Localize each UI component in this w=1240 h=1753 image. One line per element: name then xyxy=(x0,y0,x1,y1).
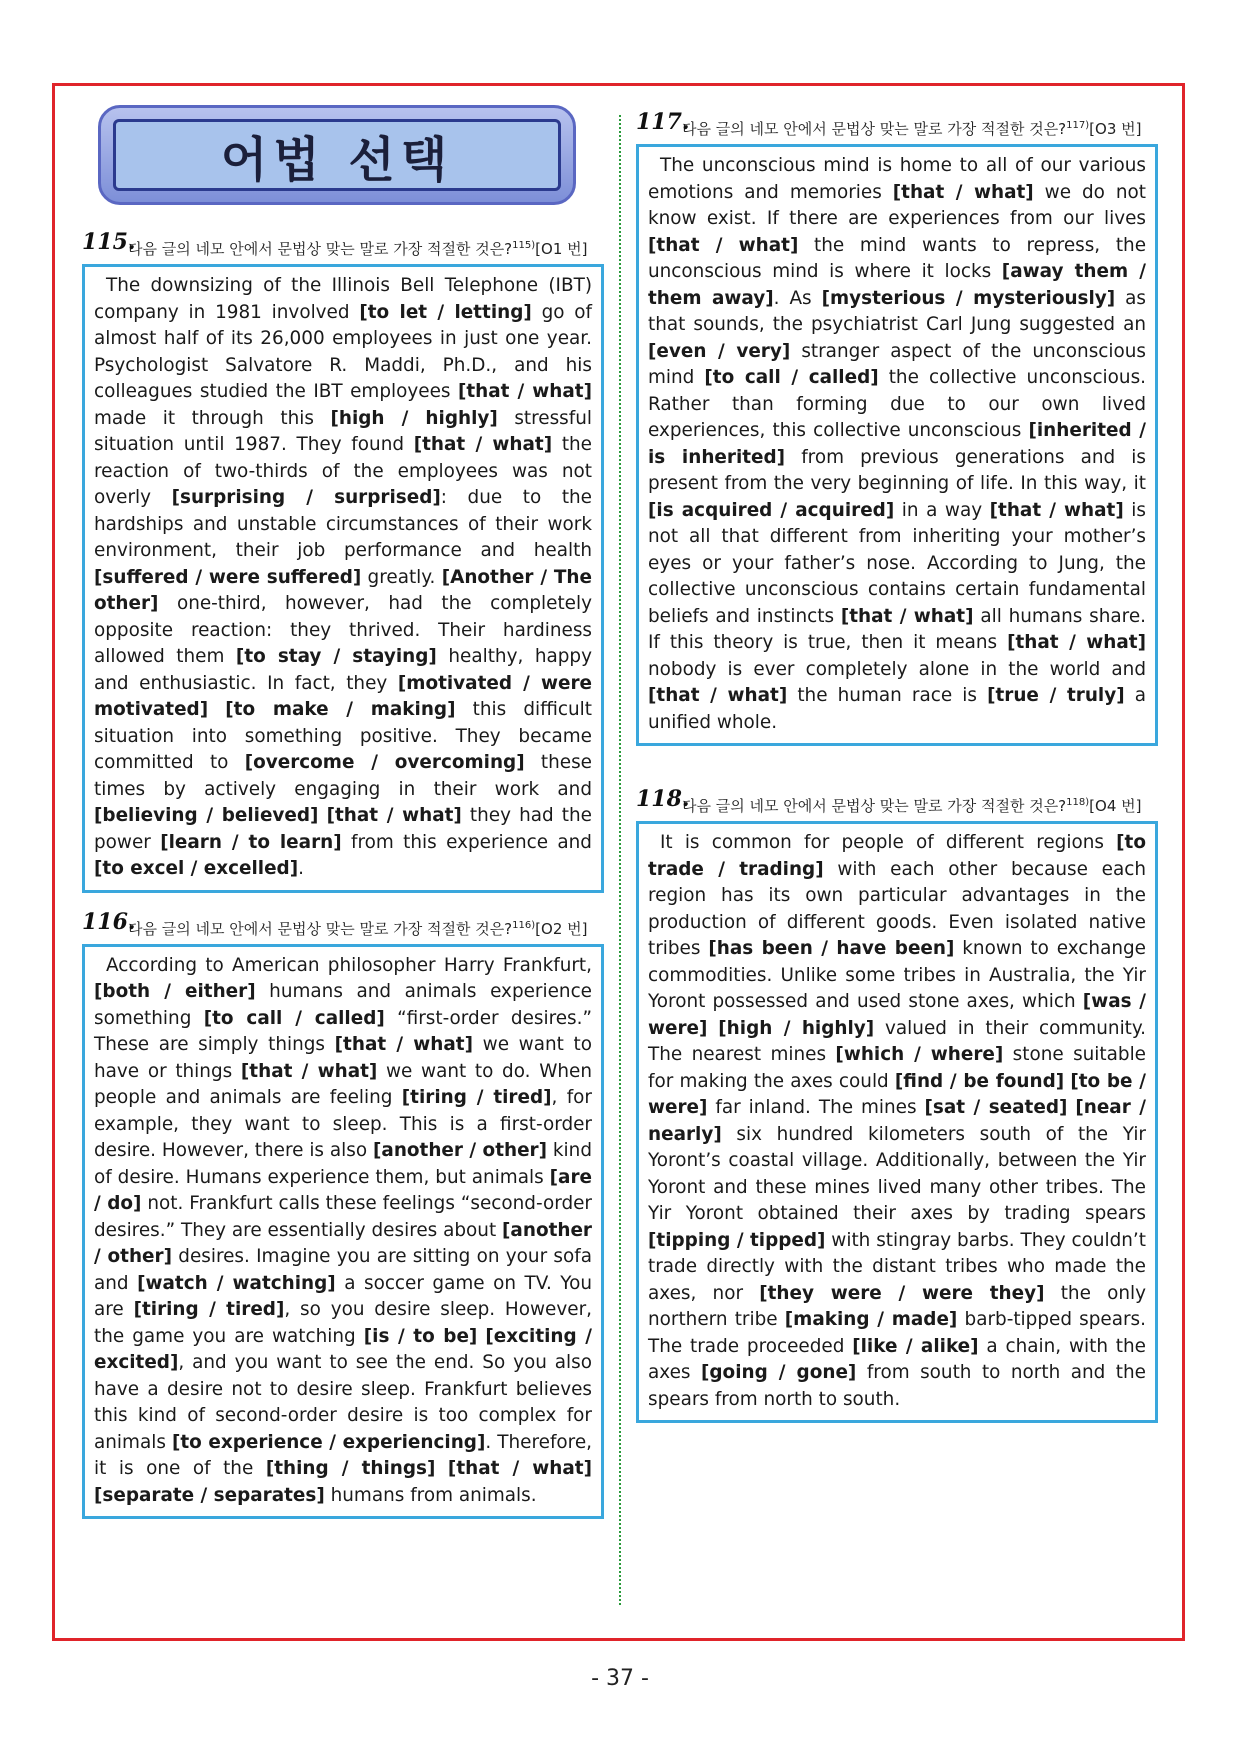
grammar-choice: [motivated / were motivated] xyxy=(94,672,592,720)
passage-box xyxy=(82,944,604,1520)
grammar-choice: [mysterious / mysteriously] xyxy=(821,287,1116,309)
left-column xyxy=(82,105,604,1519)
grammar-choice: [to excel / excelled] xyxy=(94,858,299,879)
question-code: [O2 번] xyxy=(535,919,588,938)
grammar-choice: [to make / making] xyxy=(225,699,456,720)
question-ref: 117) xyxy=(1066,120,1090,131)
question-ref: 118) xyxy=(1066,797,1090,808)
grammar-choice: [making / made] xyxy=(784,1309,958,1330)
grammar-choice: [tipping / tipped] xyxy=(648,1229,826,1251)
question-number: 116. xyxy=(82,908,136,935)
right-column xyxy=(636,109,1158,1423)
grammar-choice: [to let / letting] xyxy=(359,301,532,323)
grammar-choice: [tiring / tired] xyxy=(401,1087,552,1108)
grammar-choice: [to be / were] xyxy=(648,1070,1146,1118)
question-ref: 115) xyxy=(512,240,536,251)
grammar-choice: [thing / things] xyxy=(265,1458,436,1479)
grammar-choice: [high / highly] xyxy=(718,1017,875,1039)
grammar-choice: [near / nearly] xyxy=(648,1097,1146,1145)
question-header xyxy=(82,908,604,940)
grammar-choice: [suffered / were suffered] xyxy=(94,566,362,588)
grammar-choice: [away them / them away] xyxy=(648,261,1146,309)
grammar-choice: [that / what] xyxy=(648,234,799,256)
question-prompt: 다음 글의 네모 안에서 문법상 맞는 말로 가장 적절한 것은? xyxy=(682,797,1067,815)
grammar-choice: [another / other] xyxy=(94,1219,592,1267)
question-prompt: 다음 글의 네모 안에서 문법상 맞는 말로 가장 적절한 것은? xyxy=(128,919,513,938)
grammar-choice: [to trade / trading] xyxy=(648,832,1146,880)
grammar-choice: [learn / to learn] xyxy=(160,831,342,853)
grammar-choice: [true / truly] xyxy=(987,685,1125,706)
grammar-choice: [that / what] xyxy=(334,1034,473,1055)
grammar-choice: [that / what] xyxy=(648,685,788,706)
grammar-choice: [even / very] xyxy=(648,340,791,362)
grammar-choice: [which / where] xyxy=(835,1044,1004,1065)
column-divider xyxy=(619,115,621,1605)
section-title-inner xyxy=(113,119,561,191)
passage-box xyxy=(636,144,1158,746)
grammar-choice: [has been / have been] xyxy=(708,938,955,959)
grammar-choice: [like / alike] xyxy=(852,1335,979,1357)
passage-text: The unconscious mind is home to all of our various emotions and memories [that / what] we do not know exist. If there are experiences from our lives [that / what] the mind wants to repress, the unconscious mind is where it locks [away them / them away]. As [mysterious / mysteriously] as that sounds, the psychiatrist Carl Jung suggested an [even / very] stranger aspect of the unconscious mind [to call / called] the collective unconscious. Rather than forming due to our own lived experiences, this collective unconscious [inherited / is inherited] from previous generations and is present from the very beginning of life. In this way, it [is acquired / acquired] in a way [that / what] is not all that different from inheriting your mother’s eyes or your father’s nose. According to Jung, the collective unconscious contains certain fundamental beliefs and instincts [that / what] all humans share. If this theory is true, then it means [that / what] nobody is ever completely alone in the world and [that / what] the human race is [true / truly] a unified whole. xyxy=(648,155,1147,733)
grammar-choice: [both / either] xyxy=(94,981,256,1002)
grammar-choice: [to experience / experiencing] xyxy=(171,1431,486,1453)
grammar-choice: [are / do] xyxy=(94,1166,592,1214)
grammar-choice: [that / what] xyxy=(413,434,553,455)
question-code: [O4 번] xyxy=(1089,797,1142,815)
grammar-choice: [high / highly] xyxy=(330,407,498,429)
question-117 xyxy=(636,109,1158,746)
page-number: - 37 - xyxy=(591,1666,649,1691)
question-number: 118. xyxy=(636,786,690,812)
question-code: [O1 번] xyxy=(535,240,588,258)
grammar-choice: [they were / were they] xyxy=(759,1282,1045,1304)
grammar-choice: [inherited / is inherited] xyxy=(648,420,1146,468)
grammar-choice: [exciting / excited] xyxy=(94,1325,592,1373)
question-116 xyxy=(82,908,604,1520)
grammar-choice: [believing / believed] xyxy=(94,805,319,826)
grammar-choice: [find / be found] xyxy=(894,1070,1065,1092)
grammar-choice: [overcome / overcoming] xyxy=(244,752,525,773)
question-code: [O3 번] xyxy=(1089,120,1142,138)
question-number: 115. xyxy=(82,229,136,255)
grammar-choice: [that / what] xyxy=(892,181,1034,203)
grammar-choice: [is acquired / acquired] xyxy=(648,499,895,521)
section-title: 어법 선택 xyxy=(220,131,454,188)
question-number: 117. xyxy=(636,109,690,135)
question-header xyxy=(82,229,604,260)
question-118 xyxy=(636,786,1158,1423)
grammar-choice: [that / what] xyxy=(240,1060,378,1082)
grammar-choice: [that / what] xyxy=(326,805,462,826)
passage-text: The downsizing of the Illinois Bell Telephone (IBT) company in 1981 involved [to let / letting] go of almost half of its 26,000 employees in just one year. Psychologist Salvatore R. Maddi, Ph.D., and his colleagues studied the IBT employees [that / what] made it through this [high / highly] stressful situation until 1987. They found [that / what] the reaction of two-thirds of the employees was not overly [surprising / surprised]: due to the hardships and unstable circumstances of their work environment, their job performance and health [suffered / were suffered] greatly. [Another / The other] one-third, however, had the completely opposite reaction: they thrived. Their hardiness allowed them [to stay / staying] healthy, happy and enthusiastic. In fact, they [motivated / were motivated] [to make / making] this difficult situation into something positive. They became committed to [overcome / overcoming] these times by actively engaging in their work and [believing / believed] [that / what] they had the power [learn / to learn] from this experience and [to excel / excelled]. xyxy=(94,275,593,879)
grammar-choice: [to call / called] xyxy=(704,367,879,388)
grammar-choice: [that / what] xyxy=(447,1458,593,1479)
grammar-choice: [tiring / tired] xyxy=(133,1299,285,1320)
passage-text: It is common for people of different regions [to trade / trading] with each other because each region has its own particular advantages in the production of different goods. Even isolated native tribes [has been / have been] known to exchange commodities. Unlike some tribes in Australia, the Yir Yoront possessed and used stone axes, which [was / were] [high / highly] valued in their community. The nearest mines [which / where] stone suitable for making the axes could [find / be found] [to be / were] far inland. The mines [sat / seated] [near / nearly] six hundred kilometers south of the Yir Yoront’s coastal village. Additionally, between the Yir Yoront and these mines lived many other tribes. The Yir Yoront obtained their axes by trading spears [tipping / tipped] with stingray barbs. They couldn’t trade directly with the distant tribes who made the axes, nor [they were / were they] the only northern tribe [making / made] barb-tipped spears. The trade proceeded [like / alike] a chain, with the axes [going / gone] from south to north and the spears from north to south. xyxy=(648,832,1146,1410)
grammar-choice: [to stay / staying] xyxy=(235,646,437,667)
question-ref: 116) xyxy=(512,919,536,931)
question-header xyxy=(636,109,1158,140)
question-header xyxy=(636,786,1158,817)
question-prompt: 다음 글의 네모 안에서 문법상 맞는 말로 가장 적절한 것은? xyxy=(128,240,513,258)
grammar-choice: [that / what] xyxy=(1007,632,1146,653)
grammar-choice: [was / were] xyxy=(648,991,1146,1039)
passage-box xyxy=(82,264,604,893)
grammar-choice: [separate / separates] xyxy=(94,1484,325,1506)
section-title-badge xyxy=(98,105,576,205)
grammar-choice: [that / what] xyxy=(457,381,592,402)
grammar-choice: [to call / called] xyxy=(203,1007,385,1029)
passage-text: According to American philosopher Harry Frankfurt, [both / either] humans and animals experience something [to call / called] “first-order desires.” These are simply things [that / what] we want to have or things [that / what] we want to do. When people and animals are feeling [tiring / tired], for example, they want to sleep. This is a first-order desire. However, there is also [another / other] kind of desire. Humans experience them, but animals [are / do] not. Frankfurt calls these feelings “second-order desires.” They are essentially desires about [another / other] desires. Imagine you are sitting on your sofa and [watch / watching] a soccer game on TV. You are [tiring / tired], so you desire sleep. However, the game you are watching [is / to be] [exciting / excited], and you want to see the end. So you also have a desire not to desire sleep. Frankfurt believes this kind of second-order desire is too complex for animals [to experience / experiencing]. Therefore, it is one of the [thing / things] [that / what] [separate / separates] humans from animals. xyxy=(94,954,593,1506)
grammar-choice: [surprising / surprised] xyxy=(171,487,441,508)
question-115 xyxy=(82,229,604,893)
grammar-choice: [Another / The other] xyxy=(94,566,592,614)
question-prompt: 다음 글의 네모 안에서 문법상 맞는 말로 가장 적절한 것은? xyxy=(682,120,1067,138)
grammar-choice: [watch / watching] xyxy=(137,1272,336,1294)
grammar-choice: [that / what] xyxy=(989,499,1124,521)
grammar-choice: [going / gone] xyxy=(700,1362,857,1383)
grammar-choice: [that / what] xyxy=(840,605,974,627)
grammar-choice: [sat / seated] xyxy=(924,1097,1068,1118)
grammar-choice: [is / to be] xyxy=(363,1325,478,1347)
grammar-choice: [another / other] xyxy=(373,1140,548,1161)
passage-box xyxy=(636,821,1158,1423)
